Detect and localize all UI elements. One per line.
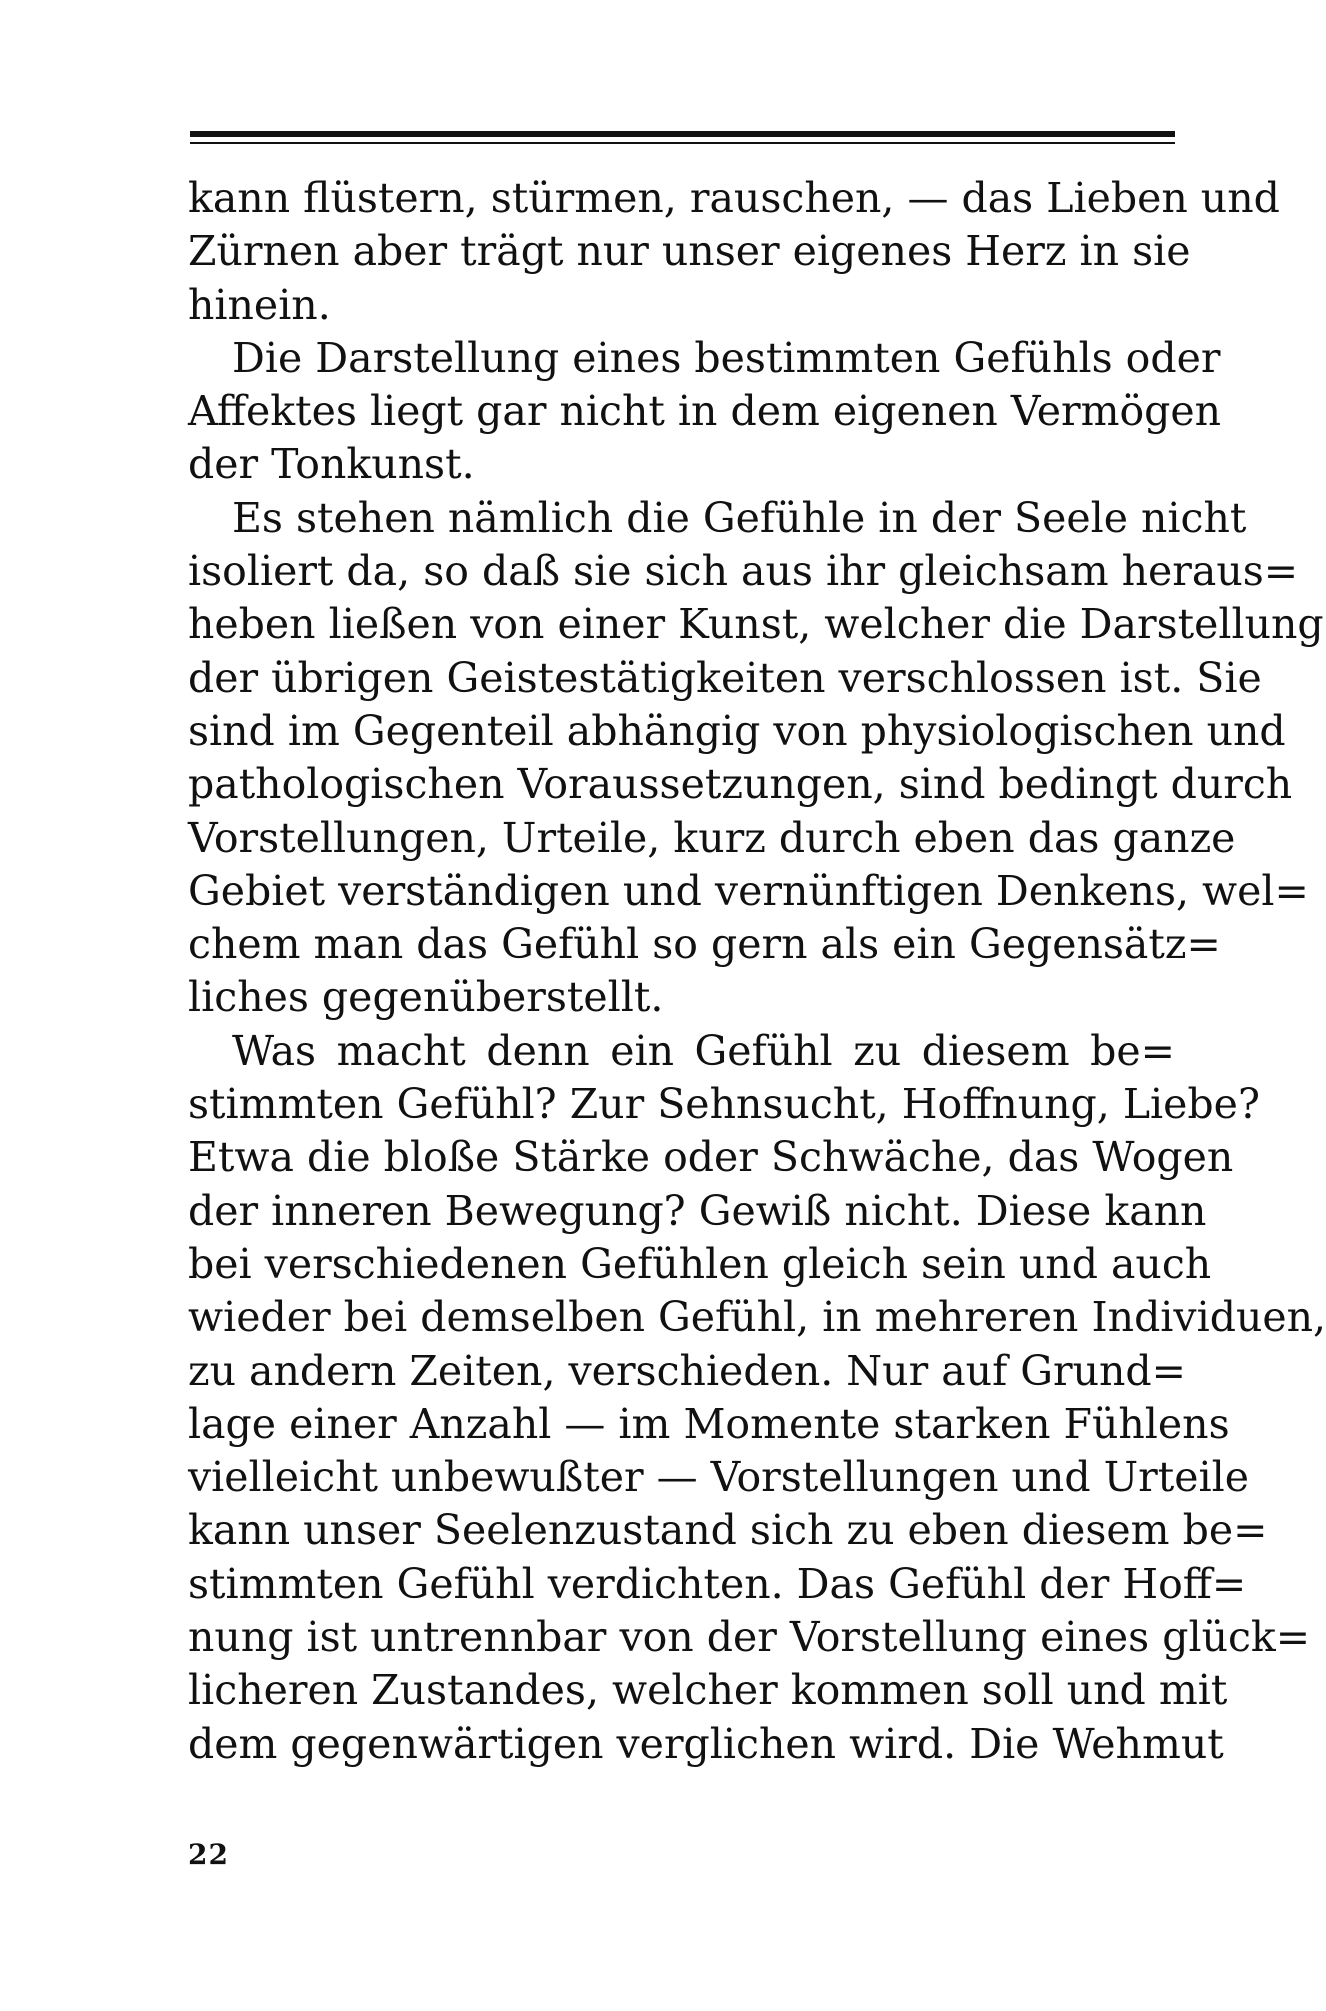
text-line: licheren Zustandes, welcher kommen soll und mit bbox=[188, 1666, 1228, 1715]
text-line: kann unser Seelenzustand sich zu eben diesem be= bbox=[188, 1506, 1268, 1555]
page-number: 22 bbox=[188, 1838, 229, 1871]
text-line: Die Darstellung eines bestimmten Gefühls oder bbox=[232, 333, 1221, 382]
text-line: der übrigen Geistestätigkeiten verschlossen ist. Sie bbox=[188, 653, 1262, 702]
text-line: Was macht denn ein Gefühl zu diesem be= bbox=[232, 1026, 1175, 1075]
text-line: stimmten Gefühl verdichten. Das Gefühl der Hoff= bbox=[188, 1559, 1247, 1608]
text-line: Affektes liegt gar nicht in dem eigenen Vermögen bbox=[188, 387, 1222, 436]
text-line: isoliert da, so daß sie sich aus ihr gleichsam heraus= bbox=[188, 547, 1299, 596]
body-text bbox=[188, 172, 1326, 1771]
text-line: sind im Gegenteil abhängig von physiologischen und bbox=[188, 706, 1286, 755]
text-line: lage einer Anzahl — im Momente starken Fühlens bbox=[188, 1399, 1230, 1448]
text-line: chem man das Gefühl so gern als ein Gegensätz= bbox=[188, 920, 1221, 969]
text-line: Etwa die bloße Stärke oder Schwäche, das Wogen bbox=[188, 1133, 1234, 1182]
text-line: hinein. bbox=[188, 280, 331, 329]
text-line: zu andern Zeiten, verschieden. Nur auf Grund= bbox=[188, 1346, 1187, 1395]
text-line: wieder bei demselben Gefühl, in mehreren Individuen, bbox=[188, 1293, 1326, 1342]
text-line: Vorstellungen, Urteile, kurz durch eben das ganze bbox=[188, 813, 1236, 862]
text-line: Gebiet verständigen und vernünftigen Denkens, wel= bbox=[188, 866, 1309, 915]
text-line: liches gegenüberstellt. bbox=[188, 973, 664, 1022]
text-line: Es stehen nämlich die Gefühle in der Seele nicht bbox=[232, 493, 1247, 542]
text-line: heben ließen von einer Kunst, welcher die Darstellung bbox=[188, 600, 1324, 649]
text-line: kann flüstern, stürmen, rauschen, — das Lieben und bbox=[188, 174, 1280, 222]
text-line: nung ist untrennbar von der Vorstellung eines glück= bbox=[188, 1613, 1311, 1662]
header-rule-thin bbox=[190, 142, 1175, 144]
header-rule-thick bbox=[190, 131, 1175, 137]
text-line: bei verschiedenen Gefühlen gleich sein und auch bbox=[188, 1239, 1212, 1288]
text-line: der inneren Bewegung? Gewiß nicht. Diese kann bbox=[188, 1186, 1207, 1235]
text-line: Zürnen aber trägt nur unser eigenes Herz in sie bbox=[188, 227, 1191, 276]
text-line: pathologischen Voraussetzungen, sind bedingt durch bbox=[188, 760, 1293, 809]
text-line: der Tonkunst. bbox=[188, 440, 475, 489]
text-line: vielleicht unbewußter — Vorstellungen und Urteile bbox=[188, 1453, 1249, 1502]
text-line: dem gegenwärtigen verglichen wird. Die Wehmut bbox=[188, 1719, 1224, 1768]
text-line: stimmten Gefühl? Zur Sehnsucht, Hoffnung, Liebe? bbox=[188, 1080, 1260, 1129]
